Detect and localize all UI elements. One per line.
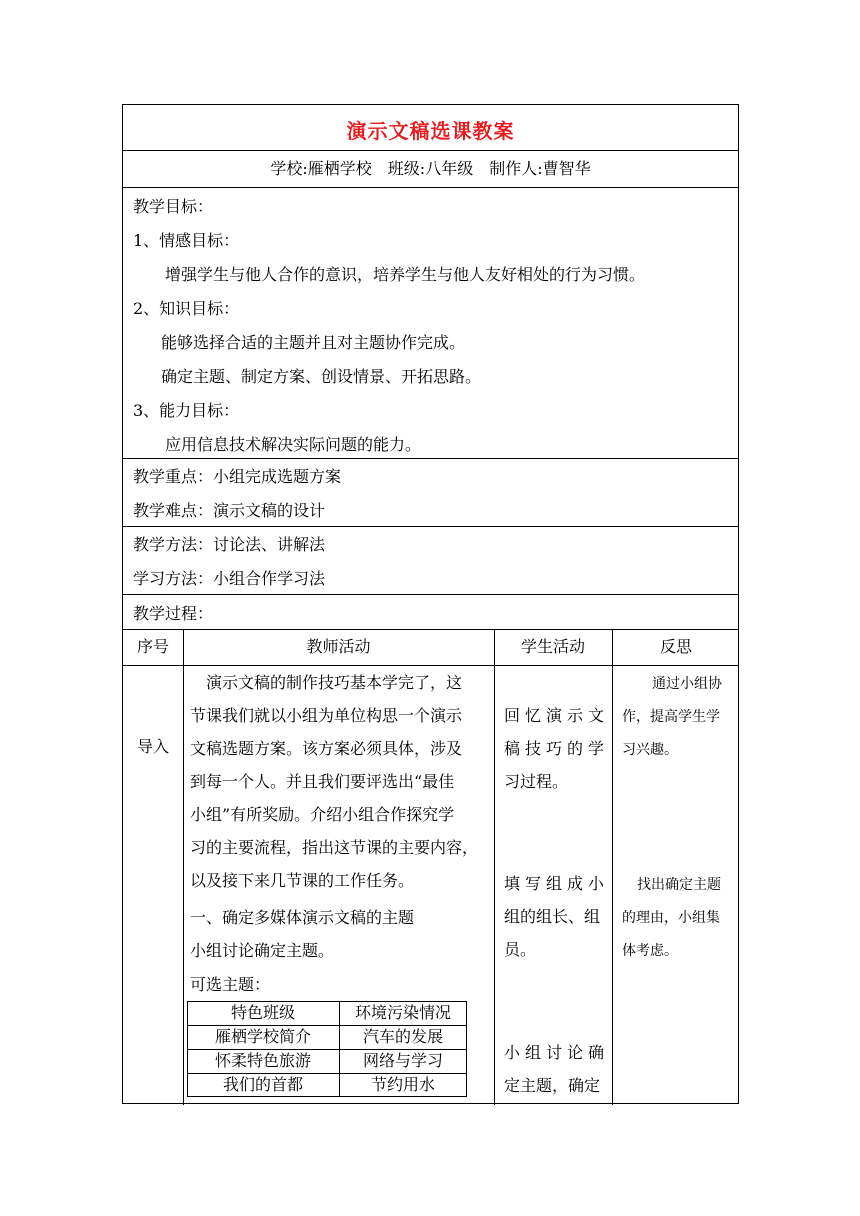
- student-activity-line: 员。: [504, 940, 537, 959]
- topic-cell: 汽车的发展: [362, 1027, 443, 1046]
- reflection-line: 体考虑。: [622, 943, 678, 959]
- header-student: 学生活动: [520, 637, 585, 656]
- row-divider: [123, 526, 738, 527]
- topic-cell: 怀柔特色旅游: [214, 1051, 311, 1070]
- row-divider: [123, 665, 738, 666]
- row-divider: [123, 458, 738, 459]
- row-divider: [123, 594, 738, 595]
- teacher-activity-line: 小组”有所奖励。介绍小组合作探究学: [190, 805, 455, 824]
- knowledge-goal-text: 确定主题、制定方案、创设情景、开拓思路。: [161, 367, 482, 386]
- teacher-activity-line: 小组讨论确定主题。: [190, 941, 335, 960]
- topic-cell: 环境污染情况: [354, 1003, 451, 1022]
- objectives-heading: 教学目标：: [133, 197, 214, 216]
- topic-cell: 节约用水: [370, 1075, 435, 1094]
- row-divider: [123, 187, 738, 188]
- row-seq: 导入: [136, 737, 169, 756]
- student-activity-line: 定主题，确定: [504, 1076, 601, 1095]
- learning-method: 学习方法：小组合作学习法: [133, 569, 326, 588]
- student-activity-line: 小组讨论确: [504, 1043, 610, 1062]
- document-title: 演示文稿选课教案: [346, 119, 515, 143]
- teacher-activity-line: 习的主要流程，指出这节课的主要内容，: [190, 838, 479, 857]
- topic-cell: 我们的首都: [222, 1075, 303, 1094]
- topics-label: 可选主题：: [190, 975, 271, 994]
- student-activity-line: 填写组成小: [504, 874, 610, 893]
- student-activity-line: 习过程。: [504, 772, 569, 791]
- teacher-activity-line: 节课我们就以小组为单位构思一个演示: [190, 706, 463, 725]
- key-point: 教学重点：小组完成选题方案: [133, 467, 342, 486]
- reflection-line: 的理由，小组集: [622, 910, 720, 926]
- student-activity-line: 稿技巧的学: [504, 739, 610, 758]
- teacher-activity-line: 演示文稿的制作技巧基本学完了，这: [190, 673, 463, 692]
- header-reflection: 反思: [659, 637, 692, 656]
- lesson-plan-table: [122, 104, 739, 1104]
- teacher-activity-line: 文稿选题方案。该方案必须具体，涉及: [190, 739, 463, 758]
- topic-cell: 网络与学习: [362, 1051, 443, 1070]
- knowledge-goal-text: 能够选择合适的主题并且对主题协作完成。: [161, 333, 466, 352]
- row-divider: [123, 150, 738, 151]
- teacher-activity-line: 一、确定多媒体演示文稿的主题: [190, 908, 415, 927]
- column-divider: [183, 629, 184, 1105]
- header-seq: 序号: [136, 637, 169, 656]
- teacher-activity-line: 以及接下来几节课的工作任务。: [190, 871, 415, 890]
- topic-cell: 雁栖学校简介: [214, 1027, 311, 1046]
- knowledge-goal-label: 2、知识目标：: [133, 299, 240, 318]
- row-divider: [123, 629, 738, 630]
- column-divider: [612, 629, 613, 1105]
- ability-goal-label: 3、能力目标：: [133, 401, 240, 420]
- topic-cell: 特色班级: [230, 1003, 295, 1022]
- column-divider: [494, 629, 495, 1105]
- reflection-line: 作，提高学生学: [622, 709, 720, 725]
- teaching-method: 教学方法：讨论法、讲解法: [133, 535, 326, 554]
- reflection-line: 习兴趣。: [622, 742, 678, 758]
- reflection-line: 找出确定主题: [637, 877, 721, 893]
- teacher-activity-line: 到每一个人。并且我们要评选出“最佳: [190, 772, 455, 791]
- student-activity-line: 回忆演示文: [504, 706, 610, 725]
- emotional-goal-text: 增强学生与他人合作的意识，培养学生与他人友好相处的行为习惯。: [165, 265, 646, 284]
- topics-table: [187, 1001, 467, 1097]
- student-activity-line: 组的组长、组: [504, 907, 601, 926]
- ability-goal-text: 应用信息技术解决实际问题的能力。: [165, 435, 422, 454]
- emotional-goal-label: 1、情感目标：: [133, 231, 240, 250]
- process-heading: 教学过程：: [133, 604, 214, 623]
- header-teacher: 教师活动: [306, 637, 371, 656]
- school-info: 学校:雁栖学校 班级:八年级 制作人:曹智华: [270, 159, 591, 178]
- reflection-line: 通过小组协: [652, 676, 722, 692]
- difficulty: 教学难点：演示文稿的设计: [133, 501, 326, 520]
